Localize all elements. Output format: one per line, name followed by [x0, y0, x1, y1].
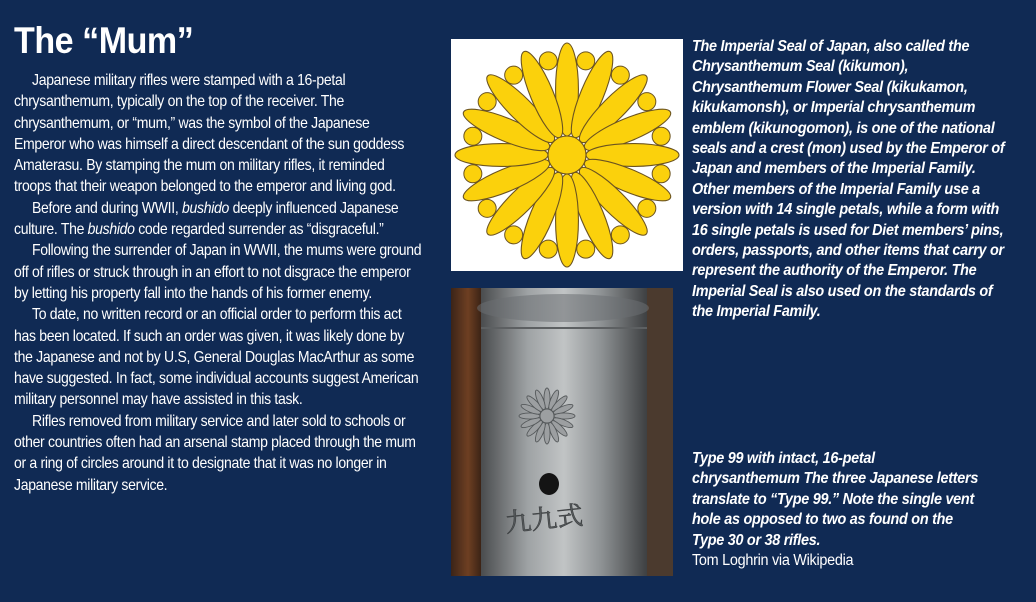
- paragraph-text: Rifles removed from military service and later sold to schools or other countries often had an arsenal stamp placed through the mum or a ring of circles around it to designate that it was no longer in Japanese military service.: [14, 412, 416, 494]
- paragraph-text: deeply influenced Japanese culture. The: [14, 199, 399, 239]
- article-paragraph: [14, 240, 423, 304]
- article-title: The “Mum”: [14, 20, 194, 61]
- back-petal-tip: [652, 165, 670, 183]
- mum-center: [548, 136, 586, 174]
- paragraph-text: Japanese military rifles were stamped with a 16-petal chrysanthemum, typically on the top of the receiver. The chrysanthemum, or “mum,” was the symbol of the Japanese Emperor who was himself a direct descendant of the sun goddess Amaterasu. By stamping the mum on military rifles, it reminded troops that their weapon belonged to the emperor and living god.: [14, 72, 405, 196]
- back-petal-tip: [638, 199, 656, 217]
- paragraph-text: To date, no written record or an official order to perform this act has been located. If such an order was given, it was likely done by the Japanese and not by U.S, General Douglas MacArthur as some have suggested. In fact, some individual accounts suggest American military personnel may have assisted in this task.: [14, 306, 419, 409]
- back-petal-tip: [638, 93, 656, 111]
- italic-term: bushido: [182, 199, 229, 217]
- mum-center: [540, 409, 554, 423]
- italic-term: bushido: [87, 221, 135, 239]
- rifle-receiver-illustration: [451, 288, 673, 576]
- chrysanthemum-seal-icon: [451, 39, 683, 271]
- photo-credit: Tom Loghrin via Wikipedia: [692, 552, 854, 570]
- back-petal-tip: [652, 127, 670, 145]
- chrysanthemum-stamp-icon: [519, 388, 575, 444]
- rifle-receiver-photo: [451, 288, 673, 576]
- back-petal-tip: [464, 127, 482, 145]
- rifle-caption-text: Type 99 with intact, 16-petal chrysanthemum The three Japanese letters translate to “Type 99.” Note the single vent hole as opposed to two as found on the Type 30 or 38 rifles.: [692, 450, 979, 549]
- article-body: [14, 70, 423, 496]
- back-petal-tip: [505, 66, 523, 84]
- type-99-inscription: 九九式: [503, 501, 585, 540]
- back-petal-tip: [577, 240, 595, 258]
- back-petal-tip: [611, 66, 629, 84]
- back-petal-tip: [539, 52, 557, 70]
- back-petal-tip: [577, 52, 595, 70]
- back-petal-tip: [464, 165, 482, 183]
- paragraph-text: code regarded surrender as “disgraceful.”: [134, 221, 384, 239]
- receiver-ridge: [477, 294, 649, 322]
- back-petal-tip: [611, 226, 629, 244]
- article-paragraph: [14, 304, 423, 410]
- back-petal-tip: [478, 199, 496, 217]
- imperial-seal-image: [451, 39, 683, 271]
- back-petal-tip: [539, 240, 557, 258]
- vent-hole: [539, 473, 559, 495]
- paragraph-text: Before and during WWII,: [32, 199, 183, 217]
- article-paragraph: [14, 411, 423, 496]
- paragraph-text: Following the surrender of Japan in WWII, the mums were ground off of rifles or struck through in an effort to not disgrace the emperor by letting his property fall into the hands of his former enemy.: [14, 242, 422, 302]
- back-petal-tip: [478, 93, 496, 111]
- article-paragraph: [14, 198, 423, 241]
- article-paragraph: [14, 70, 423, 198]
- seal-caption: The Imperial Seal of Japan, also called the Chrysanthemum Seal (kikumon), Chrysanthemum Flower Seal (kikukamon, kikukamonsh), or Imperial chrysanthemum emblem (kikunogomon), is one of the national seals and a crest (mon) used by the Emperor of Japan and members of the Imperial Family. Other members of the Imperial Family use a version with 14 single petals, while a form with 16 single petals is used for Diet members’ pins, orders, passports, and other items that carry or represent the authority of the Emperor. The Imperial Seal is also used on the standards of the Imperial Family.: [692, 38, 1005, 321]
- rifle-caption: [692, 449, 982, 571]
- back-petal-tip: [505, 226, 523, 244]
- wooden-stock-left: [451, 288, 485, 576]
